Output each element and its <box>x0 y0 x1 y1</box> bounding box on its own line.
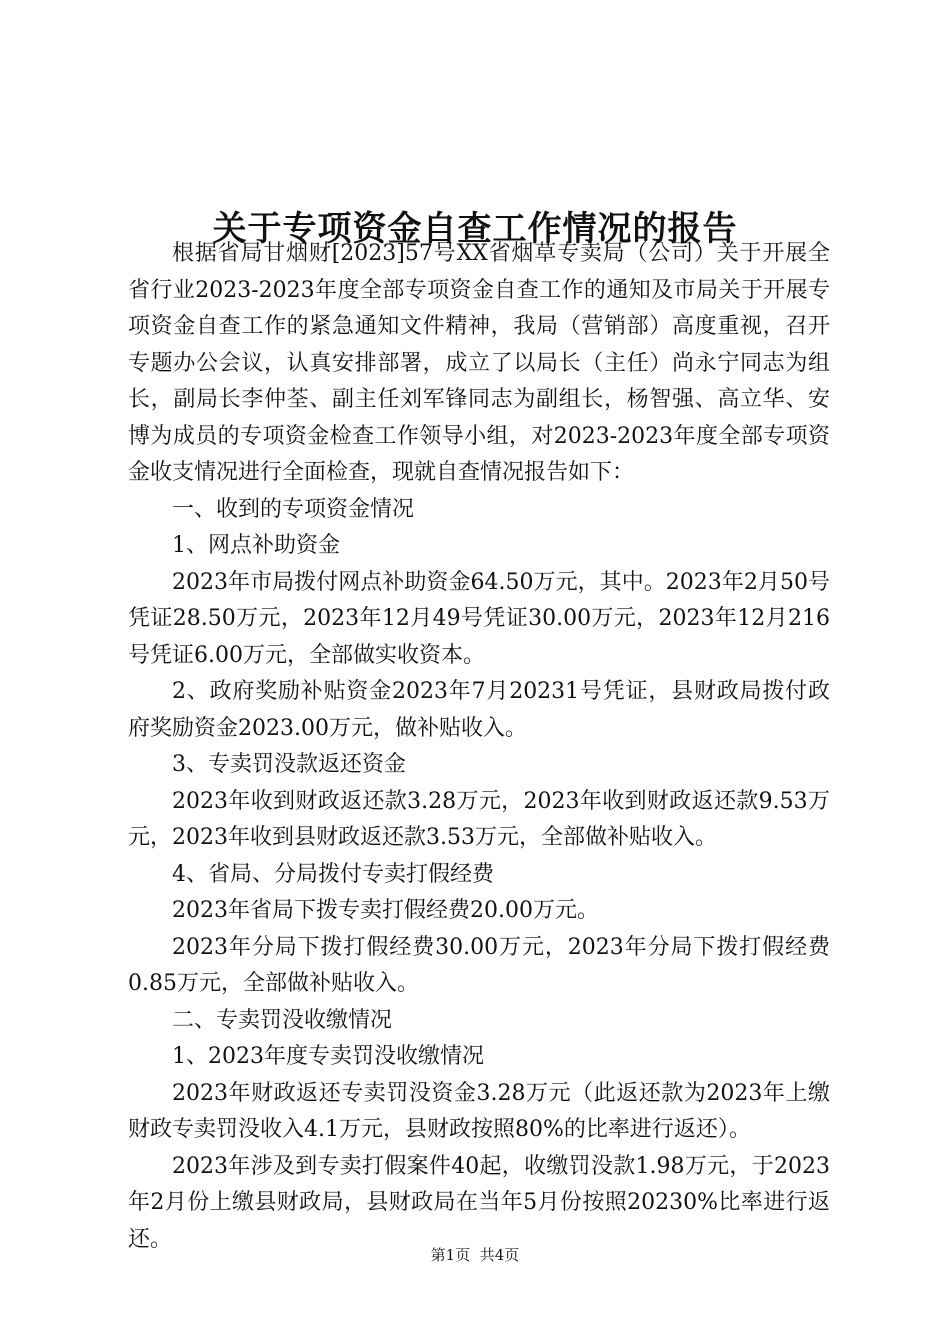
section-heading: 一、收到的专项资金情况 <box>172 496 415 522</box>
page-number: 第1页 <box>430 1246 471 1264</box>
body-paragraph: 2023年市局拨付网点补助资金64.50万元，其中。2023年2月50号凭证28.50万元，2023年12月49号凭证30.00万元，2023年12月216号凭证6.00万元，全部做实收资本。 <box>128 569 830 668</box>
document-title: 关于专项资金自查工作情况的报告 <box>212 208 738 249</box>
body-paragraph: 2023年省局下拨专卖打假经费20.00万元。 <box>172 898 599 923</box>
subsection-heading: 3、专卖罚没款返还资金 <box>172 752 406 777</box>
section-heading: 二、专卖罚没收缴情况 <box>172 1007 393 1033</box>
page-total: 共4页 <box>479 1246 520 1264</box>
body-paragraph: 2023年财政返还专卖罚没资金3.28万元（此返还款为2023年上缴财政专卖罚没收入4.1万元，县财政按照80%的比率进行返还）。 <box>128 1080 830 1142</box>
page-footer <box>0 1244 950 1266</box>
intro-paragraph: 根据省局甘烟财[2023]57号XX省烟草专卖局（公司）关于开展全省行业2023-2023年度全部专项资金自查工作的通知及市局关于开展专项资金自查工作的紧急通知文件精神，我局（营销部）高度重视，召开专题办公会议，认真安排部署，成立了以局长（主任）尚永宁同志为组长，副局长李仲荃、副主任刘军锋同志为副组长，杨智强、高立华、安博为成员的专项资金检查工作领导小组，对2023-2023年度全部专项资金收支情况进行全面检查，现就自查情况报告如下： <box>128 241 830 485</box>
document-body <box>128 236 830 1258</box>
body-paragraph: 2023年涉及到专卖打假案件40起，收缴罚没款1.98万元，于2023年2月份上缴县财政局，县财政局在当年5月份按照20230%比率进行返还。 <box>128 1153 830 1252</box>
subsection-paragraph: 2、政府奖励补贴资金2023年7月20231号凭证，县财政局拨付政府奖励资金2023.00万元，做补贴收入。 <box>128 679 830 741</box>
subsection-heading: 4、省局、分局拨付专卖打假经费 <box>172 861 494 887</box>
body-paragraph: 2023年分局下拨打假经费30.00万元，2023年分局下拨打假经费0.85万元，全部做补贴收入。 <box>128 934 830 996</box>
subsection-heading: 1、网点补助资金 <box>172 533 340 558</box>
subsection-heading: 1、2023年度专卖罚没收缴情况 <box>172 1044 484 1069</box>
body-paragraph: 2023年收到财政返还款3.28万元，2023年收到财政返还款9.53万元，2023年收到县财政返还款3.53万元，全部做补贴收入。 <box>128 788 830 850</box>
